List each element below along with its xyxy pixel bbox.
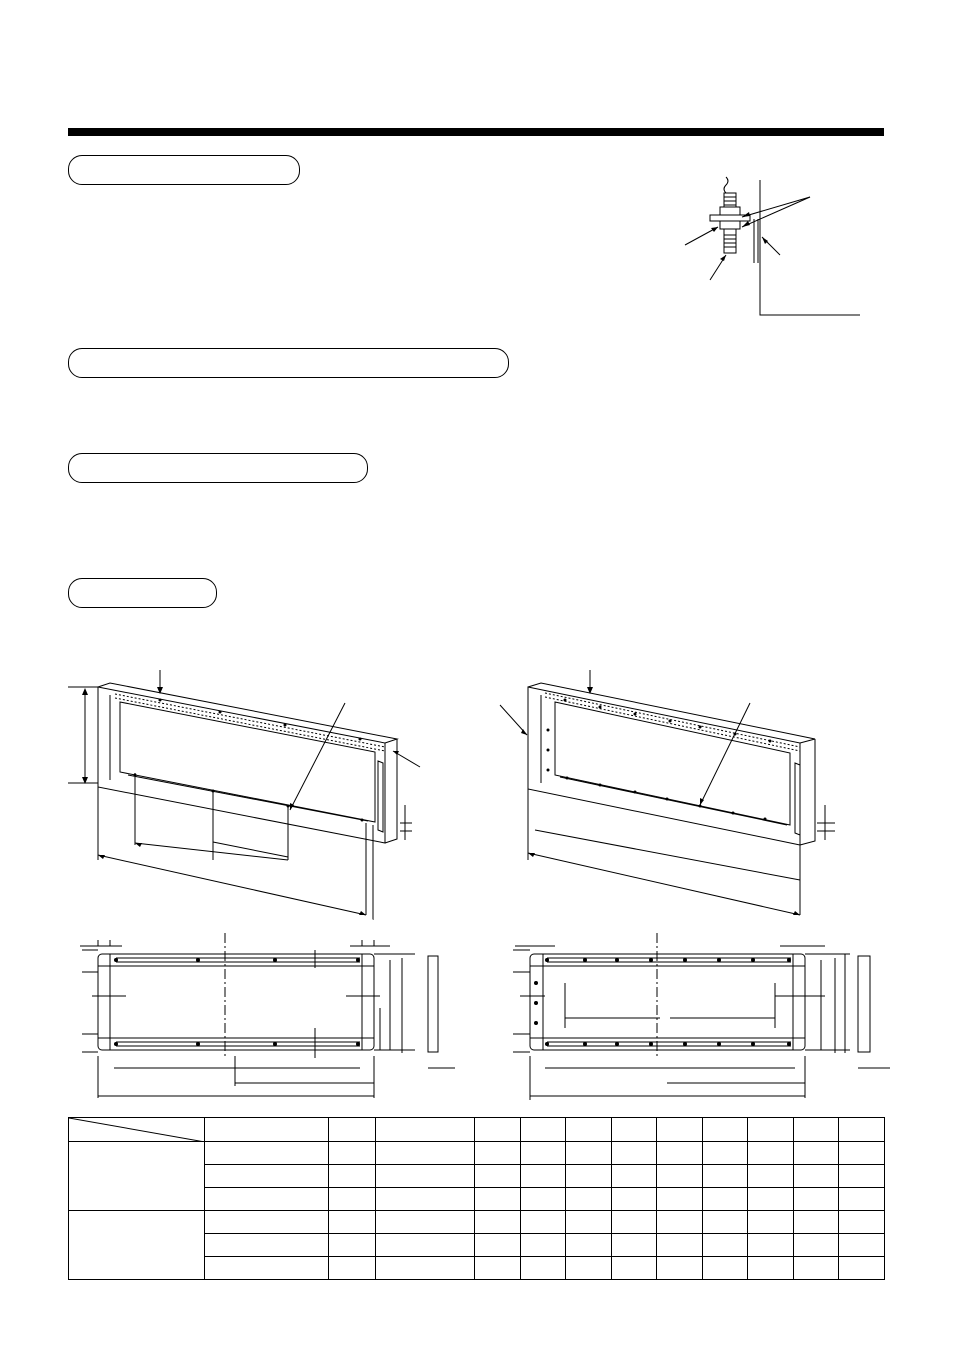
- table-cell: [376, 1257, 475, 1280]
- table-cell: [657, 1118, 703, 1142]
- table-cell: [205, 1188, 329, 1211]
- section-heading-1: [68, 155, 300, 185]
- table-cell: [521, 1257, 566, 1280]
- table-cell: [376, 1211, 475, 1234]
- table-cell: [566, 1234, 612, 1257]
- table-row: [69, 1142, 885, 1165]
- table-group-cell: [69, 1142, 205, 1211]
- table-cell: [521, 1118, 566, 1142]
- table-cell: [748, 1188, 794, 1211]
- table-cell: [839, 1142, 885, 1165]
- table-cell: [329, 1118, 376, 1142]
- table-cell: [612, 1118, 657, 1142]
- table-cell: [205, 1257, 329, 1280]
- table-cell: [566, 1142, 612, 1165]
- table-cell: [329, 1234, 376, 1257]
- table-cell: [748, 1234, 794, 1257]
- table-cell: [703, 1211, 748, 1234]
- table-cell: [329, 1188, 376, 1211]
- table-cell: [475, 1211, 521, 1234]
- table-cell: [205, 1118, 329, 1142]
- table-cell: [748, 1165, 794, 1188]
- table-cell: [839, 1257, 885, 1280]
- frame-isometric-right: [495, 665, 845, 920]
- table-cell: [329, 1165, 376, 1188]
- table-cell: [329, 1211, 376, 1234]
- section-heading-2: [68, 348, 509, 378]
- table-cell: [376, 1234, 475, 1257]
- table-cell: [205, 1234, 329, 1257]
- frame-plan-view-left: [70, 928, 465, 1100]
- table-cell: [376, 1118, 475, 1142]
- table-cell: [794, 1257, 839, 1280]
- table-cell: [612, 1257, 657, 1280]
- table-cell: [839, 1118, 885, 1142]
- table-cell: [657, 1165, 703, 1188]
- table-cell: [566, 1165, 612, 1188]
- table-cell: [376, 1165, 475, 1188]
- table-cell: [657, 1234, 703, 1257]
- table-cell: [475, 1257, 521, 1280]
- table-cell: [703, 1165, 748, 1188]
- table-cell: [657, 1142, 703, 1165]
- table-cell: [839, 1188, 885, 1211]
- table-group-cell: [69, 1211, 205, 1280]
- table-cell: [612, 1165, 657, 1188]
- table-cell: [748, 1211, 794, 1234]
- table-cell: [794, 1234, 839, 1257]
- table-cell: [839, 1234, 885, 1257]
- section-heading-3: [68, 453, 368, 483]
- table-cell: [205, 1211, 329, 1234]
- table-cell: [794, 1142, 839, 1165]
- table-cell: [329, 1257, 376, 1280]
- table-cell: [703, 1234, 748, 1257]
- table-cell: [839, 1211, 885, 1234]
- table-cell: [566, 1211, 612, 1234]
- table-cell: [521, 1234, 566, 1257]
- frame-plan-view-right: [505, 928, 900, 1100]
- table-corner-cell: [69, 1118, 205, 1142]
- table-cell: [794, 1211, 839, 1234]
- table-cell: [703, 1257, 748, 1280]
- table-cell: [376, 1188, 475, 1211]
- frame-isometric-left: [60, 665, 420, 920]
- table-cell: [521, 1142, 566, 1165]
- table-cell: [612, 1234, 657, 1257]
- table-cell: [612, 1142, 657, 1165]
- table-cell: [748, 1257, 794, 1280]
- table-cell: [657, 1188, 703, 1211]
- table-cell: [475, 1142, 521, 1165]
- table-cell: [612, 1188, 657, 1211]
- table-cell: [748, 1118, 794, 1142]
- table-cell: [794, 1118, 839, 1142]
- table-cell: [657, 1257, 703, 1280]
- table-cell: [566, 1188, 612, 1211]
- table-cell: [475, 1188, 521, 1211]
- table-cell: [376, 1142, 475, 1165]
- table-cell: [794, 1188, 839, 1211]
- table-cell: [521, 1165, 566, 1188]
- table-cell: [657, 1211, 703, 1234]
- table-header-row: [69, 1118, 885, 1142]
- table-cell: [748, 1142, 794, 1165]
- specification-table: [68, 1117, 885, 1280]
- table-cell: [205, 1142, 329, 1165]
- table-cell: [205, 1165, 329, 1188]
- table-cell: [703, 1118, 748, 1142]
- table-row: [69, 1211, 885, 1234]
- table-cell: [703, 1142, 748, 1165]
- hanger-bolt-detail-figure: [670, 175, 870, 320]
- section-heading-4: [68, 578, 217, 608]
- table-cell: [566, 1257, 612, 1280]
- top-rule: [68, 128, 884, 136]
- table-cell: [566, 1118, 612, 1142]
- table-cell: [475, 1234, 521, 1257]
- table-cell: [329, 1142, 376, 1165]
- table-cell: [521, 1188, 566, 1211]
- table-cell: [839, 1165, 885, 1188]
- table-cell: [475, 1165, 521, 1188]
- table-cell: [475, 1118, 521, 1142]
- table-cell: [703, 1188, 748, 1211]
- table-cell: [794, 1165, 839, 1188]
- table-cell: [612, 1211, 657, 1234]
- table-cell: [521, 1211, 566, 1234]
